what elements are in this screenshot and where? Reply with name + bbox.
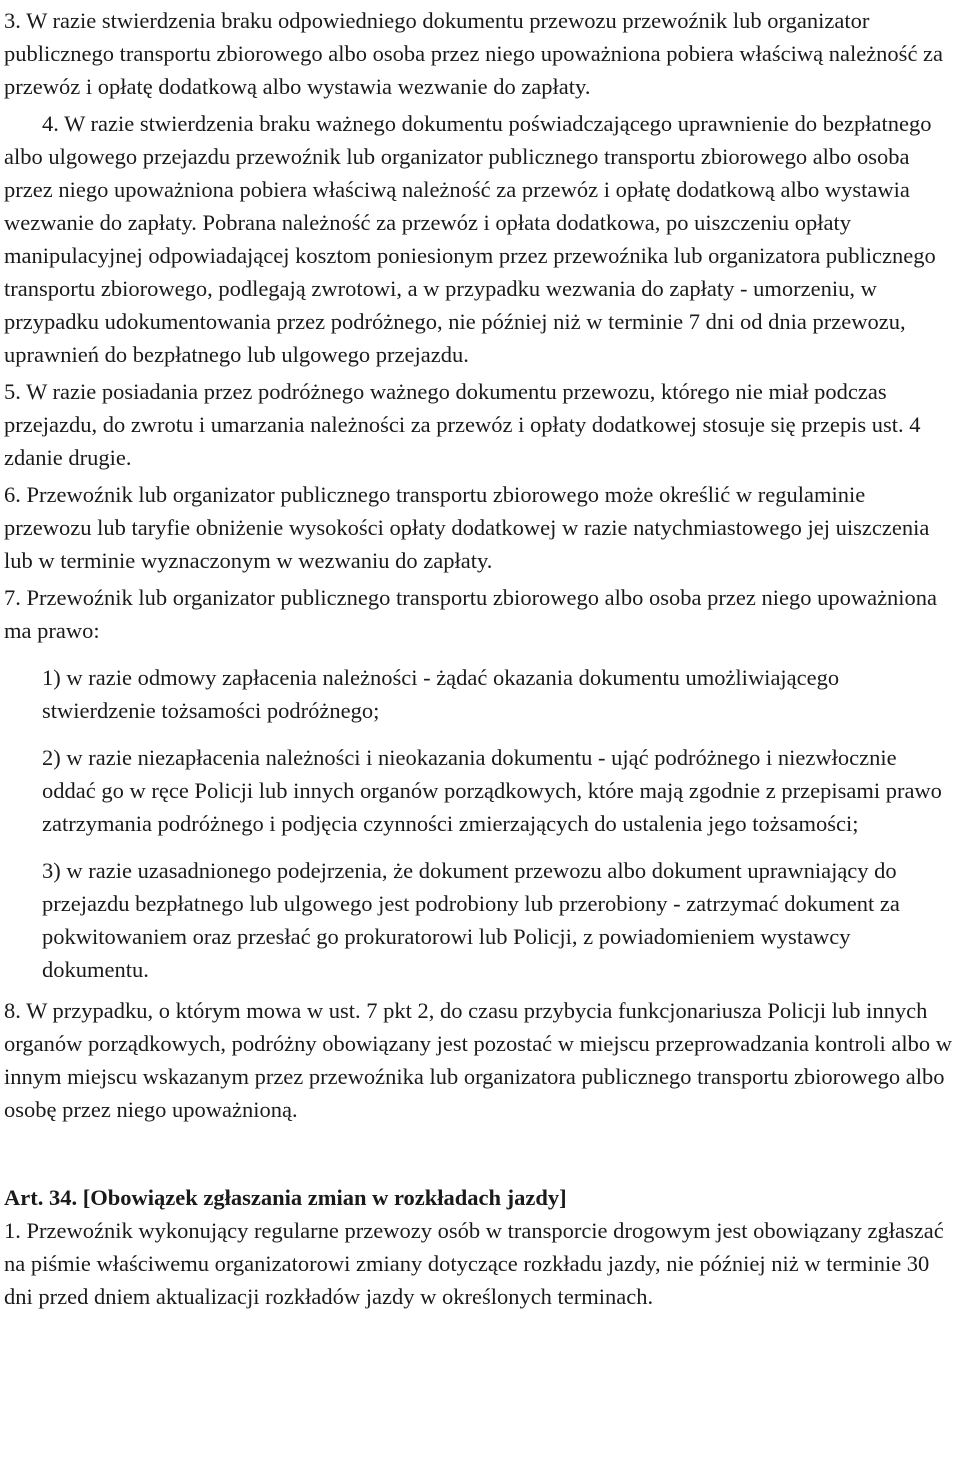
paragraph-7-item-1: 1) w razie odmowy zapłacenia należności - żądać okazania dokumentu umożliwiającego stwierdzenie tożsamości podróżnego; [42, 665, 840, 723]
article-34-paragraph-1: 1. Przewoźnik wykonujący regularne przewozy osób w transporcie drogowym jest obowiązany zgłaszać na piśmie właściwemu organizatorowi zmiany dotyczące rozkładu jazdy, nie później niż w terminie 30 dni przed dniem aktualizacji rozkładów jazdy w określonych terminach. [4, 1218, 944, 1309]
paragraph-8: 8. W przypadku, o którym mowa w ust. 7 pkt 2, do czasu przybycia funkcjonariusza Policji lub innych organów porządkowych, podróżny obowiązany jest pozostać w miejscu przeprowadzania kontroli albo w innym miejscu wskazanym przez przewoźnika lub organizatora publicznego transportu zbiorowego albo osobę przez niego upoważnioną. [4, 998, 953, 1122]
paragraph-7: 7. Przewoźnik lub organizator publicznego transportu zbiorowego albo osoba przez niego upoważniona ma prawo: [4, 585, 938, 643]
paragraph-7-item-3: 3) w razie uzasadnionego podejrzenia, że dokument przewozu albo dokument uprawniający do przejazdu bezpłatnego lub ulgowego jest podrobiony lub przerobiony - zatrzymać dokument za pokwitowaniem oraz przesłać go prokuratorowi lub Policji, z powiadomieniem wystawcy dokumentu. [42, 858, 900, 982]
paragraph-3: 3. W razie stwierdzenia braku odpowiedniego dokumentu przewozu przewoźnik lub organizator publicznego transportu zbiorowego albo osoba przez niego upoważniona pobiera właściwą należność za przewóz i opłatę dodatkową albo wystawia wezwanie do zapłaty. [4, 8, 944, 99]
paragraph-6: 6. Przewoźnik lub organizator publicznego transportu zbiorowego może określić w regulaminie przewozu lub taryfie obniżenie wysokości opłaty dodatkowej w razie natychmiastowego jej uiszczenia lub w terminie wyznaczonym w wezwaniu do zapłaty. [4, 482, 930, 573]
paragraph-5: 5. W razie posiadania przez podróżnego ważnego dokumentu przewozu, którego nie miał podczas przejazdu, do zwrotu i umarzania należności za przewóz i opłaty dodatkowej stosuje się przepis ust. 4 zdanie drugie. [4, 379, 921, 470]
document-page [4, 4, 954, 1313]
paragraph-4: 4. W razie stwierdzenia braku ważnego dokumentu poświadczającego uprawnienie do bezpłatnego albo ulgowego przejazdu przewoźnik lub organizator publicznego transportu zbiorowego albo osoba przez niego upoważniona pobiera właściwą należność za przewóz i opłatę dodatkową albo wystawia wezwanie do zapłaty. Pobrana należność za przewóz i opłata dodatkowa, po uiszczeniu opłaty manipulacyjnej odpowiadającej kosztom poniesionym przez przewoźnika lub organizatora publicznego transportu zbiorowego, podlegają zwrotowi, a w przypadku wezwania do zapłaty - umorzeniu, w przypadku udokumentowania przez podróżnego, nie później niż w terminie 7 dni od dnia przewozu, uprawnień do bezpłatnego lub ulgowego przejazdu. [4, 111, 936, 367]
article-34-heading: Art. 34. [Obowiązek zgłaszania zmian w rozkładach jazdy] [4, 1185, 567, 1210]
paragraph-7-item-2: 2) w razie niezapłacenia należności i nieokazania dokumentu - ująć podróżnego i niezwłocznie oddać go w ręce Policji lub innych organów porządkowych, które mają zgodnie z przepisami prawo zatrzymania podróżnego i podjęcia czynności zmierzających do ustalenia jego tożsamości; [42, 745, 942, 836]
